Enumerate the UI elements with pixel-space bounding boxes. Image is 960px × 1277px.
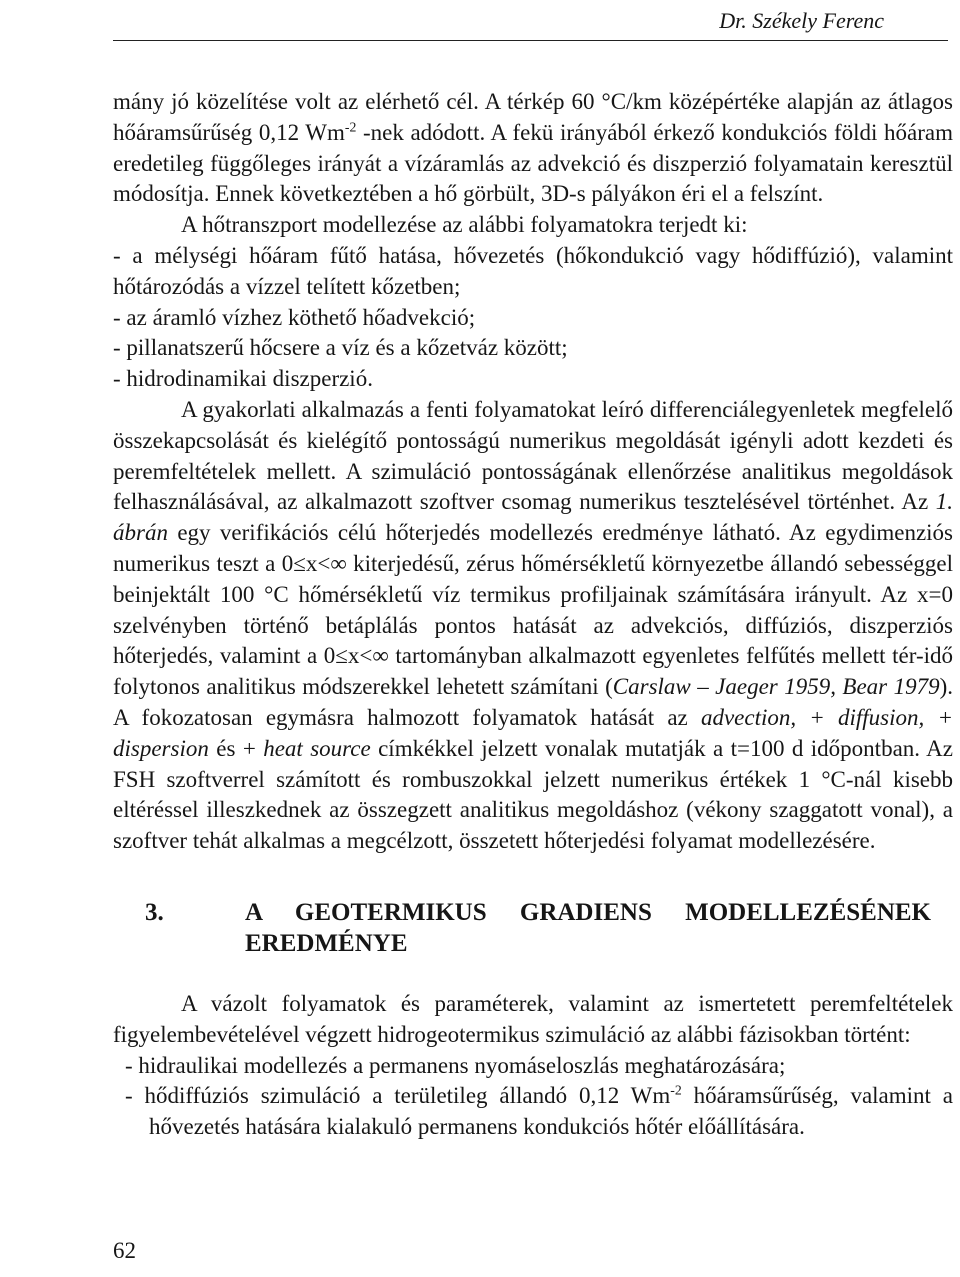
paragraph-3-text-5: címkékkel jelzett vonalak mutatják a t=100 d időpontban. Az FSH szoftverrel számított és rombuszokkal jelzett numerikus értékek 1 °C-nál kisebb eltéréssel illeszkednek az összegzett analitikus megoldáshoz (vékony szaggatott vonal), a szoftver tehát alkalmas a megcélzott, összetett hőterjedési folyamat modellezésére. <box>113 735 953 854</box>
paragraph-3-text-2: egy verifikációs célú hőterjedés modellezés eredménye látható. Az egydimenziós numerikus teszt a 0≤x<∞ kiterjedésű, zérus hőmérsékletű környezetbe állandó sebességgel beinjektált 100 °C hőmérsékletű víz termikus profiljainak számítására irányult. Az x=0 szelvényben történő betáplálás pontos hatását az advekciós, diffúziós, diszperziós hőterjedés, valamint a 0≤x<∞ tartományban alkalmazott egyenletes felfűtés mellett tér-idő folytonos analitikus módszerekkel lehetett számítani ( <box>113 520 953 700</box>
page-body <box>113 87 953 1143</box>
phase-item-2-text-b: hőáramsűrűség, valamint a hővezetés hatására kialakuló permanens kondukciós hőtér előállítására. <box>149 1083 954 1140</box>
label-heat-source: heat source <box>263 735 371 761</box>
section-heading <box>113 897 953 959</box>
paragraph-3-text-4: és + <box>208 735 264 761</box>
paragraph-1-text-a: mány jó közelítése volt az elérhető cél. A térkép 60 °C/km középértéke alapján az átlagos hőáramsűrűség 0,12 Wm <box>113 89 953 145</box>
phase-list-item: - hidraulikai modellezés a permanens nyomáseloszlás meghatározására; <box>125 1052 786 1078</box>
paragraph-3-text-3: ). A fokozatosan egymásra halmozott folyamatok hatását az <box>113 674 953 730</box>
phase-list-item <box>113 1081 953 1143</box>
section-title-line-1: A GEOTERMIKUS GRADIENS MODELLEZÉSÉNEK <box>245 898 931 926</box>
figure-reference: 1. ábrán <box>113 489 953 546</box>
phase-item-2-text-a: - hődiffúziós szimuláció a területileg állandó 0,12 Wm <box>125 1083 671 1109</box>
page-number: 62 <box>113 1238 136 1263</box>
paragraph-4-intro: A vázolt folyamatok és paraméterek, valamint az ismertetett peremfeltételek figyelembevételével végzett hidrogeotermikus szimuláció az alábbi fázisokban történt: <box>113 990 953 1047</box>
paragraph-1 <box>113 87 953 210</box>
running-header <box>113 2 948 41</box>
phase-list <box>113 1051 953 1143</box>
header-author: Dr. Székely Ferenc <box>719 8 884 33</box>
process-list-item: - pillanatszerű hőcsere a víz és a kőzetváz között; <box>113 335 568 361</box>
process-list <box>113 241 953 395</box>
process-list-item: - az áramló vízhez köthető hőadvekció; <box>113 304 476 330</box>
section-title <box>245 897 953 959</box>
label-advection-diffusion-dispersion: advection, + diffusion, + dispersion <box>113 704 953 761</box>
paragraph-3 <box>113 395 953 857</box>
process-list-item: - hidrodinamikai diszperzió. <box>113 366 373 392</box>
section-number: 3. <box>145 898 164 926</box>
paragraph-1-superscript: -2 <box>344 119 357 135</box>
paragraph-2-intro: A hőtranszport modellezése az alábbi folyamatokra terjedt ki: <box>181 212 748 238</box>
paragraph-1-text-b: -nek adódott. A fekü irányából érkező kondukciós földi hőáram eredetileg függőleges irányát a vízáramlás az advekció és diszperzió folyamatain keresztül módosítja. Ennek következtében a hő görbült, 3D-s pályákon éri el a felszínt. <box>113 119 953 207</box>
paragraph-3-text-1: A gyakorlati alkalmazás a fenti folyamatokat leíró differenciálegyenletek megfelelő összekapcsolását és kielégítő pontosságú numerikus megoldását igényli adott kezdeti és peremfeltételek mellett. A szimuláció pontosságának ellenőrzése analitikus megoldások felhasználásával, az alkalmazott szoftver csomag numerikus tesztelésével történhet. Az <box>113 396 953 515</box>
phase-item-2-superscript: -2 <box>670 1082 682 1098</box>
section-title-line-2: EREDMÉNYE <box>245 929 408 957</box>
process-list-item: - a mélységi hőáram fűtő hatása, hővezetés (hőkondukció vagy hődiffúzió), valamint hőtározódás a vízzel telített kőzetben; <box>113 242 953 299</box>
citation: Carslaw – Jaeger 1959, Bear 1979 <box>612 674 940 700</box>
